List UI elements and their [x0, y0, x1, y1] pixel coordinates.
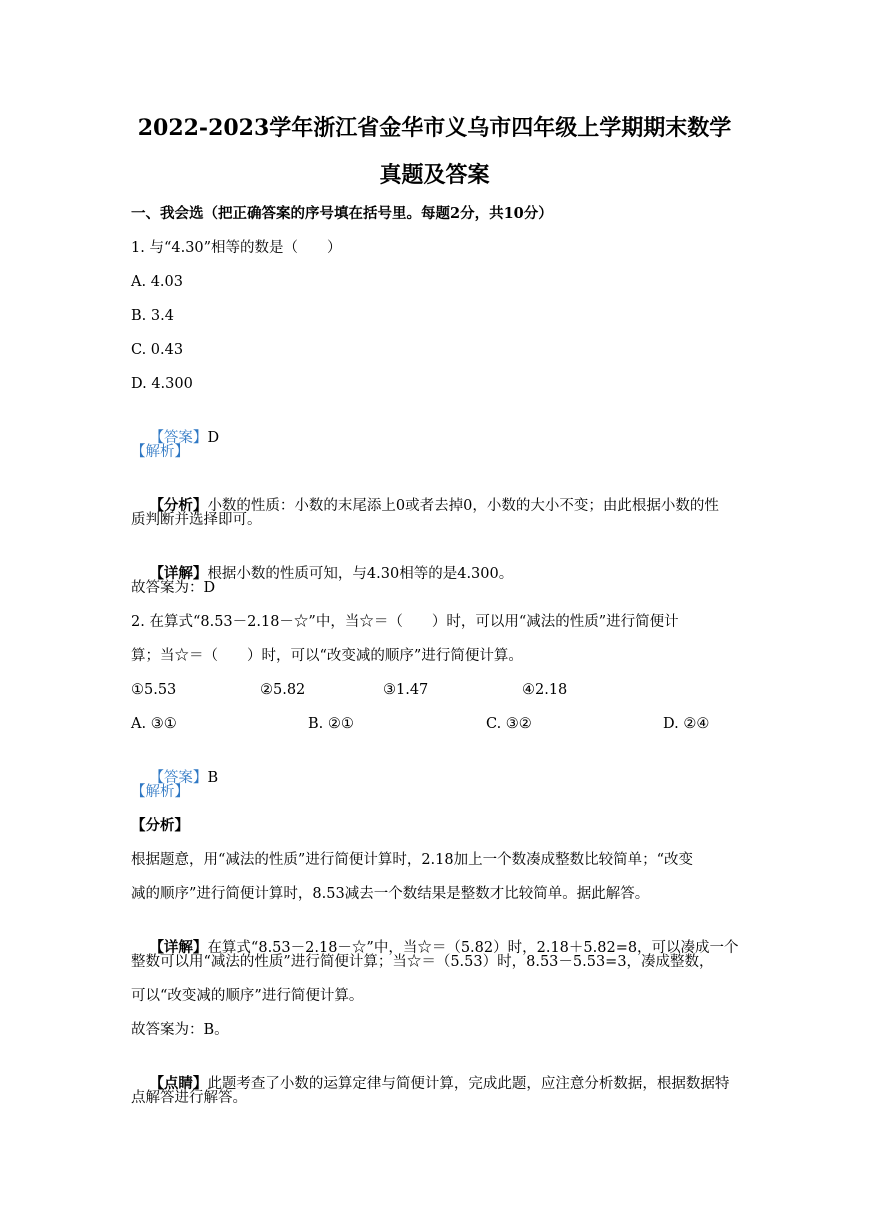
q1-fenxi-line2: 质判断并选择即可。	[131, 512, 262, 528]
q1-option-b: B. 3.4	[131, 308, 174, 324]
q2-choice-4: ④2.18	[522, 682, 568, 698]
q1-jiexi-tag: 【解析】	[131, 444, 189, 460]
q1-stem: 1. 与“4.30”相等的数是（ ）	[131, 240, 342, 256]
section-heading: 一、我会选（把正确答案的序号填在括号里。每题2分，共10分）	[131, 205, 553, 222]
q2-dianjing-text1: 此题考查了小数的运算定律与简便计算，完成此题，应注意分析数据，根据数据特	[207, 1076, 730, 1092]
q1-fenxi-text1: 小数的性质：小数的末尾添上0或者去掉0，小数的大小不变；由此根据小数的性	[207, 498, 719, 514]
q2-jiexi-tag: 【解析】	[131, 784, 189, 800]
q2-option-a: A. ③①	[131, 716, 177, 732]
document-title-line1: 2022-2023学年浙江省金华市义乌市四年级上学期期末数学	[137, 115, 732, 141]
q1-fenxi-tag: 【分析】	[149, 497, 208, 514]
q2-conclusion: 故答案为：B。	[131, 1022, 229, 1038]
q2-fenxi-tag: 【分析】	[131, 817, 189, 834]
q1-option-c: C. 0.43	[131, 342, 184, 358]
q2-choice-3: ③1.47	[383, 682, 429, 698]
q2-xiangjie-text1: 在算式“8.53－2.18－☆”中，当☆＝（5.82）时，2.18＋5.82=8，可以凑成一个	[207, 940, 739, 956]
q2-fenxi-line1: 根据题意，用“减法的性质”进行简便计算时，2.18加上一个数凑成整数比较简单；“改变	[131, 852, 694, 868]
q1-xiangjie-text: 根据小数的性质可知，与4.30相等的是4.300。	[207, 566, 514, 582]
q1-xiangjie-tag: 【详解】	[149, 565, 208, 582]
q2-choice-1: ①5.53	[131, 682, 177, 698]
q1-option-a: A. 4.03	[131, 274, 183, 290]
q1-answer: D	[207, 430, 220, 446]
q2-choice-2: ②5.82	[260, 682, 306, 698]
q2-answer: B	[207, 770, 219, 786]
q2-xiangjie-line3: 可以“改变减的顺序”进行简便计算。	[131, 988, 364, 1004]
q1-answer-tag: 【答案】	[149, 430, 208, 446]
q2-dianjing-tag: 【点睛】	[149, 1075, 208, 1092]
q2-xiangjie-line2: 整数可以用“减法的性质”进行简便计算；当☆＝（5.53）时，8.53－5.53=3，凑成整数，	[131, 954, 714, 970]
q2-stem-line2: 算；当☆＝（ ）时，可以“改变减的顺序”进行简便计算。	[131, 648, 523, 664]
document-title-line2: 真题及答案	[379, 162, 490, 188]
q2-xiangjie-tag: 【详解】	[149, 939, 208, 956]
q2-option-c: C. ③②	[486, 716, 532, 732]
q2-fenxi-line2: 减的顺序”进行简便计算时，8.53减去一个数结果是整数才比较简单。据此解答。	[131, 886, 650, 902]
q1-conclusion: 故答案为：D	[131, 580, 216, 596]
q2-stem-line1: 2. 在算式“8.53－2.18－☆”中，当☆＝（ ）时，可以用“减法的性质”进行简便计	[131, 614, 679, 630]
q2-option-b: B. ②①	[308, 716, 354, 732]
q2-dianjing-line2: 点解答进行解答。	[131, 1090, 247, 1106]
q2-option-d: D. ②④	[663, 716, 710, 732]
q1-option-d: D. 4.300	[131, 376, 193, 392]
q2-answer-tag: 【答案】	[149, 770, 208, 786]
